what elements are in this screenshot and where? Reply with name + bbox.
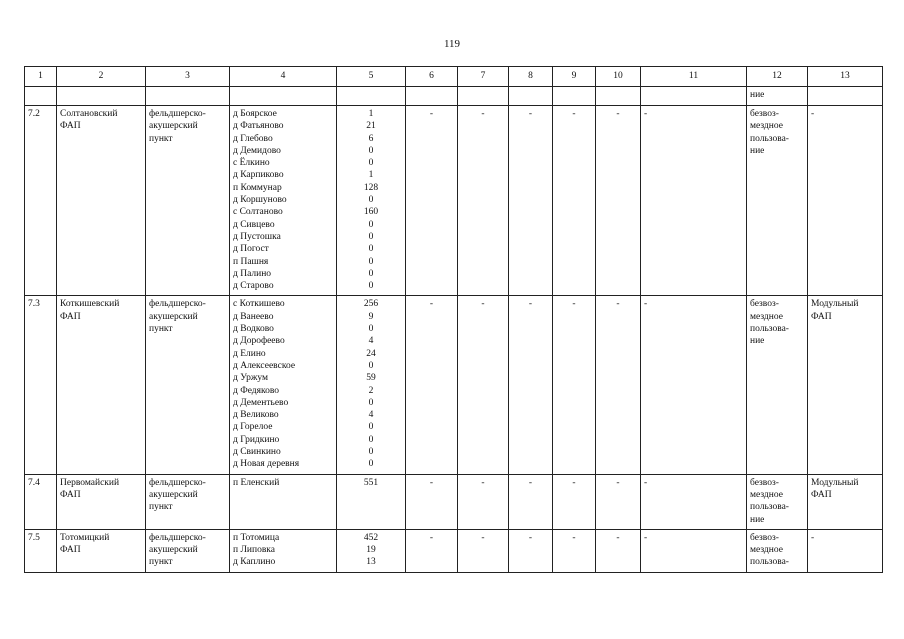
facility-type-line: акушерский <box>149 489 198 500</box>
settlement-line: п Тотомица <box>233 532 280 543</box>
population-line: 21 <box>366 121 376 132</box>
facility-type-cell <box>146 296 230 474</box>
cell-c7: - <box>458 296 509 474</box>
header-row <box>25 67 883 87</box>
note-line: ФАП <box>811 489 832 500</box>
cell-c8: - <box>509 474 553 529</box>
settlement-line: д Уржум <box>233 373 269 384</box>
cell-c8: - <box>509 296 553 474</box>
cell-c9: - <box>553 529 596 572</box>
facility-type-cell <box>146 474 230 529</box>
note-line: - <box>811 532 815 543</box>
population-line: 59 <box>366 373 376 384</box>
population-line: 0 <box>368 145 374 156</box>
row-id: 7.2 <box>25 106 57 296</box>
cell-c9: - <box>553 106 596 296</box>
facility-type-line: акушерский <box>149 311 198 322</box>
table-row <box>25 106 883 296</box>
header-cell-1: 1 <box>25 67 57 87</box>
usage-type-line: мездное <box>750 311 783 322</box>
population-line: 0 <box>368 281 374 292</box>
usage-type-line: безвоз- <box>750 532 779 543</box>
cell-c9: - <box>553 296 596 474</box>
note-line: ФАП <box>811 311 832 322</box>
population-line: 0 <box>368 434 374 445</box>
facility-type-line: пункт <box>149 133 173 144</box>
facility-name-cell <box>57 296 146 474</box>
table-row <box>25 296 883 474</box>
facility-type-line: акушерский <box>149 545 198 556</box>
settlement-line: д Палино <box>233 268 272 279</box>
cell-c6: - <box>406 529 458 572</box>
usage-type-line: безвоз- <box>750 299 779 310</box>
population-line: 551 <box>363 477 379 488</box>
facility-name-line: ФАП <box>60 121 81 132</box>
settlement-line: д Федяково <box>233 385 280 396</box>
settlement-line: д Гридкино <box>233 434 280 445</box>
header-cell-11: 11 <box>641 67 747 87</box>
population-line: 4 <box>368 336 374 347</box>
settlement-line: д Карпиково <box>233 170 284 181</box>
settlement-line: д Фатьяново <box>233 121 284 132</box>
usage-type-line: ние <box>750 336 765 347</box>
usage-type-line: мездное <box>750 545 783 556</box>
population-line: 0 <box>368 422 374 433</box>
cell-c10: - <box>596 474 641 529</box>
cell-c7: - <box>458 529 509 572</box>
settlement-line: д Пустошка <box>233 231 281 242</box>
facility-name-cell <box>57 529 146 572</box>
cell-c8: - <box>509 106 553 296</box>
facility-name-line: Солтановский <box>60 109 118 119</box>
population-line: 0 <box>368 219 374 230</box>
facility-name-line: Коткишевский <box>60 299 120 310</box>
facility-name-line: ФАП <box>60 545 81 556</box>
population-cell <box>337 474 406 529</box>
usage-type-line: безвоз- <box>750 109 779 119</box>
header-cell-13: 13 <box>808 67 883 87</box>
usage-type-line: ние <box>750 145 765 156</box>
settlement-line: д Алексеевское <box>233 360 296 371</box>
note-cell <box>808 296 883 474</box>
facility-name-line: ФАП <box>60 489 81 500</box>
usage-type-line: пользова- <box>750 133 789 144</box>
settlement-line: с Солтаново <box>233 207 283 218</box>
page-number: 119 <box>443 38 461 50</box>
settlement-line: д Погост <box>233 244 269 255</box>
population-line: 0 <box>368 158 374 169</box>
settlement-cell <box>230 296 337 474</box>
settlement-line: д Каплино <box>233 557 276 568</box>
cell-c10: - <box>596 106 641 296</box>
header-cell-2: 2 <box>57 67 146 87</box>
usage-type-line: ние <box>750 514 765 525</box>
cell-c10: - <box>596 529 641 572</box>
population-cell <box>337 106 406 296</box>
note-line: Модульный <box>811 477 859 488</box>
header-cell-5: 5 <box>337 67 406 87</box>
facility-type-line: фельдшерско- <box>149 299 206 310</box>
population-line: 6 <box>368 133 374 144</box>
cell-c7: - <box>458 106 509 296</box>
facility-type-cell <box>146 106 230 296</box>
settlement-line: д Ванеево <box>233 311 274 322</box>
usage-type-line: безвоз- <box>750 477 779 488</box>
cell-c6: - <box>406 296 458 474</box>
continuation-cell: ние <box>747 87 808 106</box>
facility-name-line: ФАП <box>60 311 81 322</box>
population-line: 9 <box>368 311 374 322</box>
population-line: 0 <box>368 324 374 335</box>
usage-type-cell <box>747 296 808 474</box>
facility-name-line: Первомайский <box>60 477 120 488</box>
settlement-cell <box>230 106 337 296</box>
population-cell <box>337 296 406 474</box>
cell-c11: - <box>641 474 747 529</box>
usage-type-line: мездное <box>750 121 783 132</box>
facility-type-line: пункт <box>149 324 173 335</box>
facility-name-cell <box>57 106 146 296</box>
population-line: 0 <box>368 244 374 255</box>
continuation-row <box>25 87 883 106</box>
header-cell-3: 3 <box>146 67 230 87</box>
row-id: 7.3 <box>25 296 57 474</box>
settlement-line: д Коршуново <box>233 195 287 206</box>
settlement-line: д Горелое <box>233 422 273 433</box>
population-line: 452 <box>363 532 379 543</box>
usage-type-cell <box>747 106 808 296</box>
cell-c7: - <box>458 474 509 529</box>
settlement-line: д Водково <box>233 324 274 335</box>
cell-c6: - <box>406 106 458 296</box>
population-line: 1 <box>368 109 374 119</box>
cell-c11: - <box>641 106 747 296</box>
settlement-line: д Глебово <box>233 133 273 144</box>
settlement-line: п Коммунар <box>233 182 282 193</box>
population-line: 0 <box>368 360 374 371</box>
settlement-line: д Дорофеево <box>233 336 285 347</box>
header-cell-8: 8 <box>509 67 553 87</box>
settlement-line: д Боярское <box>233 109 277 119</box>
population-line: 0 <box>368 231 374 242</box>
note-cell <box>808 106 883 296</box>
note-cell <box>808 529 883 572</box>
settlement-line: с Коткишево <box>233 299 285 310</box>
facility-type-line: фельдшерско- <box>149 477 206 488</box>
population-line: 0 <box>368 397 374 408</box>
facility-type-cell <box>146 529 230 572</box>
settlement-line: д Дементьево <box>233 397 289 408</box>
settlement-cell <box>230 529 337 572</box>
facility-name-line: Тотомицкий <box>60 532 110 543</box>
population-line: 13 <box>366 557 376 568</box>
population-line: 0 <box>368 447 374 458</box>
population-line: 19 <box>366 545 376 556</box>
facility-type-line: фельдшерско- <box>149 109 206 119</box>
usage-type-cell <box>747 529 808 572</box>
facility-type-line: фельдшерско- <box>149 532 206 543</box>
population-line: 4 <box>368 410 374 421</box>
population-line: 160 <box>363 207 379 218</box>
population-line: 0 <box>368 195 374 206</box>
population-line: 256 <box>363 299 379 310</box>
population-line: 0 <box>368 268 374 279</box>
header-cell-9: 9 <box>553 67 596 87</box>
usage-type-line: пользова- <box>750 557 789 568</box>
population-line: 0 <box>368 256 374 267</box>
table-row <box>25 529 883 572</box>
settlement-line: д Великово <box>233 410 279 421</box>
settlement-line: д Старово <box>233 281 274 292</box>
cell-c11: - <box>641 296 747 474</box>
population-line: 24 <box>366 348 376 359</box>
note-cell <box>808 474 883 529</box>
row-id: 7.5 <box>25 529 57 572</box>
facility-type-line: пункт <box>149 557 173 568</box>
usage-type-line: мездное <box>750 489 783 500</box>
header-cell-6: 6 <box>406 67 458 87</box>
settlement-cell <box>230 474 337 529</box>
cell-c6: - <box>406 474 458 529</box>
facility-name-cell <box>57 474 146 529</box>
data-table <box>24 66 883 573</box>
settlement-line: п Липовка <box>233 545 275 556</box>
note-line: Модульный <box>811 299 859 310</box>
settlement-line: п Еленский <box>233 477 280 488</box>
settlement-line: с Ёлкино <box>233 158 270 169</box>
settlement-line: п Пашня <box>233 256 269 267</box>
cell-c10: - <box>596 296 641 474</box>
usage-type-line: пользова- <box>750 324 789 335</box>
population-line: 0 <box>368 459 374 470</box>
cell-c8: - <box>509 529 553 572</box>
settlement-line: д Демидово <box>233 145 281 156</box>
facility-type-line: пункт <box>149 502 173 513</box>
usage-type-cell <box>747 474 808 529</box>
table-row <box>25 474 883 529</box>
note-line: - <box>811 109 815 119</box>
settlement-line: д Сивцево <box>233 219 275 230</box>
population-line: 128 <box>363 182 379 193</box>
row-id: 7.4 <box>25 474 57 529</box>
population-cell <box>337 529 406 572</box>
facility-type-line: акушерский <box>149 121 198 132</box>
cell-c11: - <box>641 529 747 572</box>
header-cell-12: 12 <box>747 67 808 87</box>
settlement-line: д Свинкино <box>233 447 281 458</box>
header-cell-7: 7 <box>458 67 509 87</box>
header-cell-10: 10 <box>596 67 641 87</box>
population-line: 2 <box>368 385 374 396</box>
cell-c9: - <box>553 474 596 529</box>
settlement-line: д Новая деревня <box>233 459 300 470</box>
settlement-line: д Елино <box>233 348 266 359</box>
header-cell-4: 4 <box>230 67 337 87</box>
population-line: 1 <box>368 170 374 181</box>
usage-type-line: пользова- <box>750 502 789 513</box>
